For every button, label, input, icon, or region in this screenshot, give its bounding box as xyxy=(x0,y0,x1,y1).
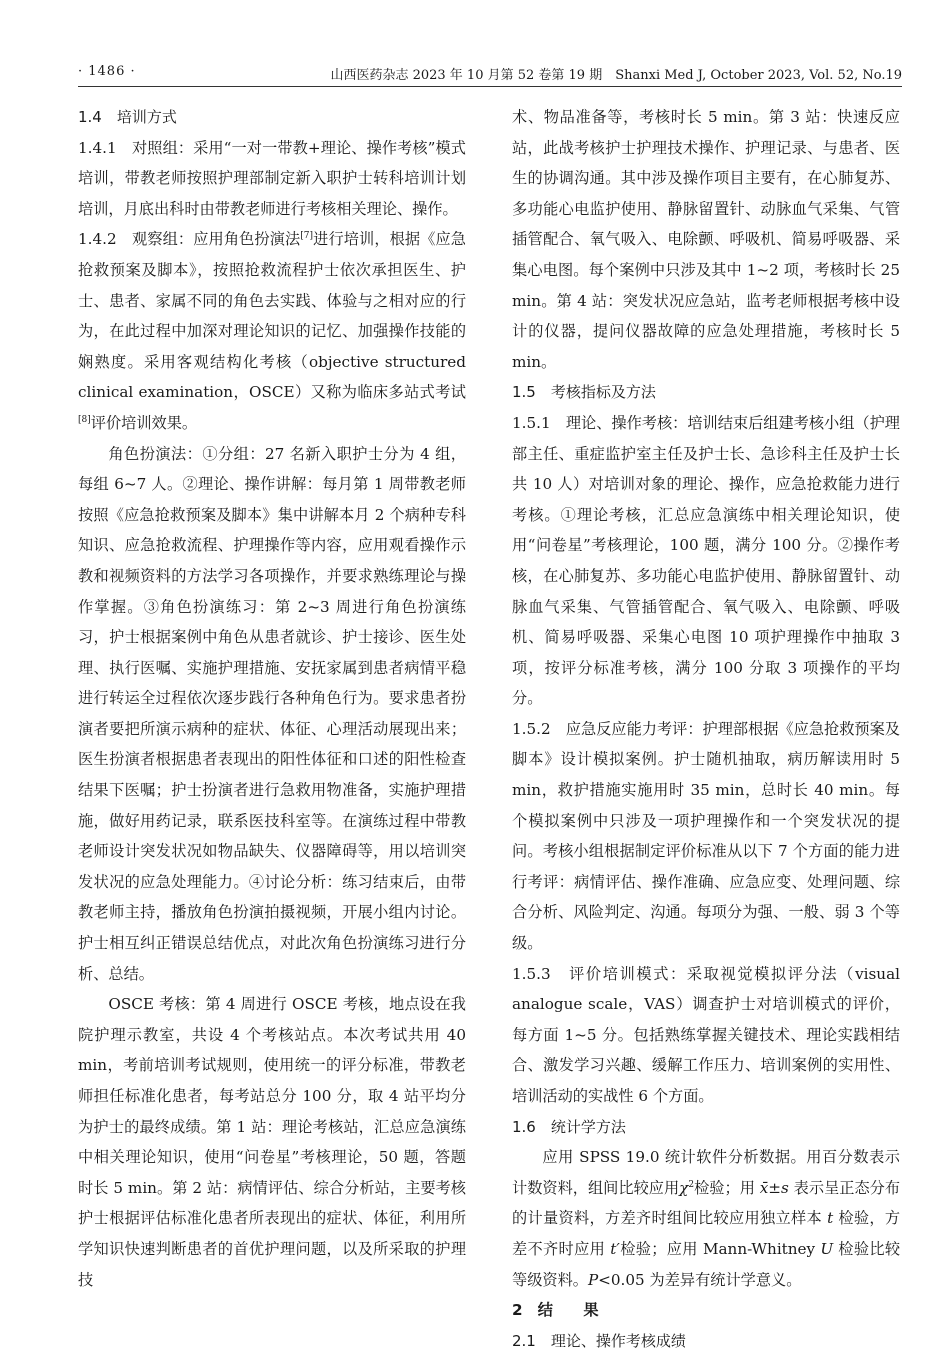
paragraph-1-5-2: 1.5.2 应急反应能力考评：护理部根据《应急抢救预案及脚本》设计模拟案例。护士随机抽取，病历解读用时 5 min，救护措施实施用时 35 min，总时长 40 min。每个模拟案例中只涉及一项护理操作和一个突发状况的提问。考核小组根据制定评价标准从以下 7 个方面的能力进行考评：病情评估、操作准确、应急应变、处理问题、综合分析、风险判定、沟通。每项分为强、一般、弱 3 个等级。 xyxy=(512,719,900,953)
section-heading-2: 2 结 果 xyxy=(512,1301,599,1320)
stats-text-f: 检验比较等级资料。 xyxy=(512,1239,901,1289)
stats-text-a: 应用 SPSS 19.0 统计软件分析数据。用百分数表示计数资料，组间比较应用 xyxy=(512,1148,900,1197)
stats-text-e: 检验；应用 Mann-Whitney xyxy=(619,1239,816,1258)
citation-7: [7] xyxy=(300,231,314,242)
left-column xyxy=(78,102,466,1295)
running-header xyxy=(78,60,902,87)
section-heading-1-5: 1.5 考核指标及方法 xyxy=(512,383,656,402)
section-heading-2-1: 2.1 理论、操作考核成绩 xyxy=(512,1331,686,1350)
paragraph-role-play: 角色扮演法：①分组：27 名新入职护士分为 4 组，每组 6~7 人。②理论、操作讲解：每月第 1 周带教老师按照《应急抢救预案及脚本》集中讲解本月 2 个病种专科知识、应急抢救流程、护理操作等内容，应用观看操作示教和视频资料的方法学习各项操作，并要求熟练理论与操作掌握。③角色扮演练习：第 2~3 周进行角色扮演练习，护士根据案例中角色从患者就诊、护士接诊、医生处理、执行医嘱、实施护理措施、安抚家属到患者病情平稳进行转运全过程依次逐步践行各种角色行为。要求患者扮演者要把所演示病种的症状、体征、心理活动展现出来；医生扮演者根据患者表现出的阳性体征和口述的阳性检查结果下医嘱；护士扮演者进行急救用物准备，实施护理措施，做好用药记录，联系医技科室等。在演练过程中带教老师设计突发状况如物品缺失、仪器障碍等，用以培训突发状况的应急处理能力。④讨论分析：练习结束后，由带教老师主持，播放角色扮演拍摄视频，开展小组内讨论。护士相互纠正错误总结优点，对此次角色扮演练习进行分析、总结。 xyxy=(78,444,466,983)
stats-text-c: 表示呈正态分布的计量资料，方差齐时组间比较应用独立样本 xyxy=(512,1178,901,1228)
section-heading-1-4: 1.4 培训方式 xyxy=(78,108,177,126)
chi-superscript: 2 xyxy=(688,1179,695,1190)
p142-part-c: 评价培训效果。 xyxy=(90,413,198,432)
stats-text-d: 检验，方差不齐时应用 xyxy=(512,1209,901,1258)
p142-part-b: 进行培训，根据《应急抢救预案及脚本》，按照抢救流程护士依次承担医生、护士、患者、家属不同的角色去实践、体验与之相对应的行为，在此过程中加深对理论知识的记忆、加强操作技能的娴熟度。采用客观结构化考核（objective structured clinical examination，OSCE）又称为临床多站式考试 xyxy=(78,230,466,402)
paragraph-continued: 术、物品准备等，考核时长 5 min。第 3 站：快速反应站，此战考核护士护理技术操作、护理记录、与患者、医生的协调沟通。其中涉及操作项目主要有，在心肺复苏、多功能心电监护使用、静脉留置针、动脉血气采集、气管插管配合、氧气吸入、电除颤、呼吸机、简易呼吸器、采集心电图。每个案例中只涉及其中 1~2 项，考核时长 25 min。第 4 站：突发状况应急站，监考老师根据考核中设计的仪器，提问仪器故障的应急处理措施，考核时长 5 min。 xyxy=(512,108,900,371)
paragraph-1-4-2 xyxy=(78,224,466,438)
citation-8: [8] xyxy=(78,414,91,425)
page-number: · 1486 · xyxy=(78,64,136,79)
p-symbol: P xyxy=(587,1270,599,1289)
journal-citation: 山西医药杂志 2023 年 10 月第 52 卷第 19 期 Shanxi Med J, October 2023, Vol. 52, No.19 xyxy=(330,68,902,83)
p142-part-a: 1.4.2 观察组：应用角色扮演法 xyxy=(78,230,301,249)
stats-text-g: <0.05 为差异有统计学意义。 xyxy=(598,1270,802,1289)
u-symbol: U xyxy=(820,1239,834,1258)
mean-sd-symbol: x̄±s xyxy=(759,1178,789,1197)
chi-symbol: χ xyxy=(679,1178,689,1197)
t-prime-symbol: t′ xyxy=(610,1239,620,1258)
right-column xyxy=(512,102,900,1356)
paragraph-statistics xyxy=(512,1142,900,1295)
section-heading-1-6: 1.6 统计学方法 xyxy=(512,1117,626,1136)
t-symbol: t xyxy=(827,1209,834,1228)
paragraph-1-5-3: 1.5.3 评价培训模式：采取视觉模拟评分法（visual analogue scale，VAS）调查护士对培训模式的评价，每方面 1~5 分。包括熟练掌握关键技术、理论实践相结合、激发学习兴趣、缓解工作压力、培训案例的实用性、培训活动的实战性 6 个方面。 xyxy=(512,964,900,1105)
paragraph-1-5-1: 1.5.1 理论、操作考核：培训结束后组建考核小组（护理部主任、重症监护室主任及护士长、急诊科主任及护士长共 10 人）对培训对象的理论、操作，应急抢救能力进行考核。①理论考核，汇总应急演练中相关理论知识，使用“问卷星”考核理论，100 题，满分 100 分。②操作考核，在心肺复苏、多功能心电监护使用、静脉留置针、动脉血气采集、气管插管配合、氧气吸入、电除颤、呼吸机、简易呼吸器、采集心电图 10 项护理操作中抽取 3 项，按评分标准考核，满分 100 分取 3 项操作的平均分。 xyxy=(512,413,900,708)
stats-text-b: 检验；用 xyxy=(694,1178,755,1197)
paragraph-1-4-1: 1.4.1 对照组：采用“一对一带教+理论、操作考核”模式培训，带教老师按照护理部制定新入职护士转科培训计划培训，月底出科时由带教老师进行考核相关理论、操作。 xyxy=(78,138,466,218)
paragraph-osce: OSCE 考核：第 4 周进行 OSCE 考核，地点设在我院护理示教室，共设 4 个考核站点。本次考试共用 40 min，考前培训考试规则，使用统一的评分标准，带教老师担任标准化患者，每考站总分 100 分，取 4 站平均分为护士的最终成绩。第 1 站：理论考核站，汇总应急演练中相关理论知识，使用“问卷星”考核理论，50 题，答题时长 5 min。第 2 站：病情评估、综合分析站，主要考核护士根据评估标准化患者所表现出的症状、体征，利用所学知识快速判断患者的首优护理问题，以及所采取的护理技 xyxy=(78,995,466,1289)
